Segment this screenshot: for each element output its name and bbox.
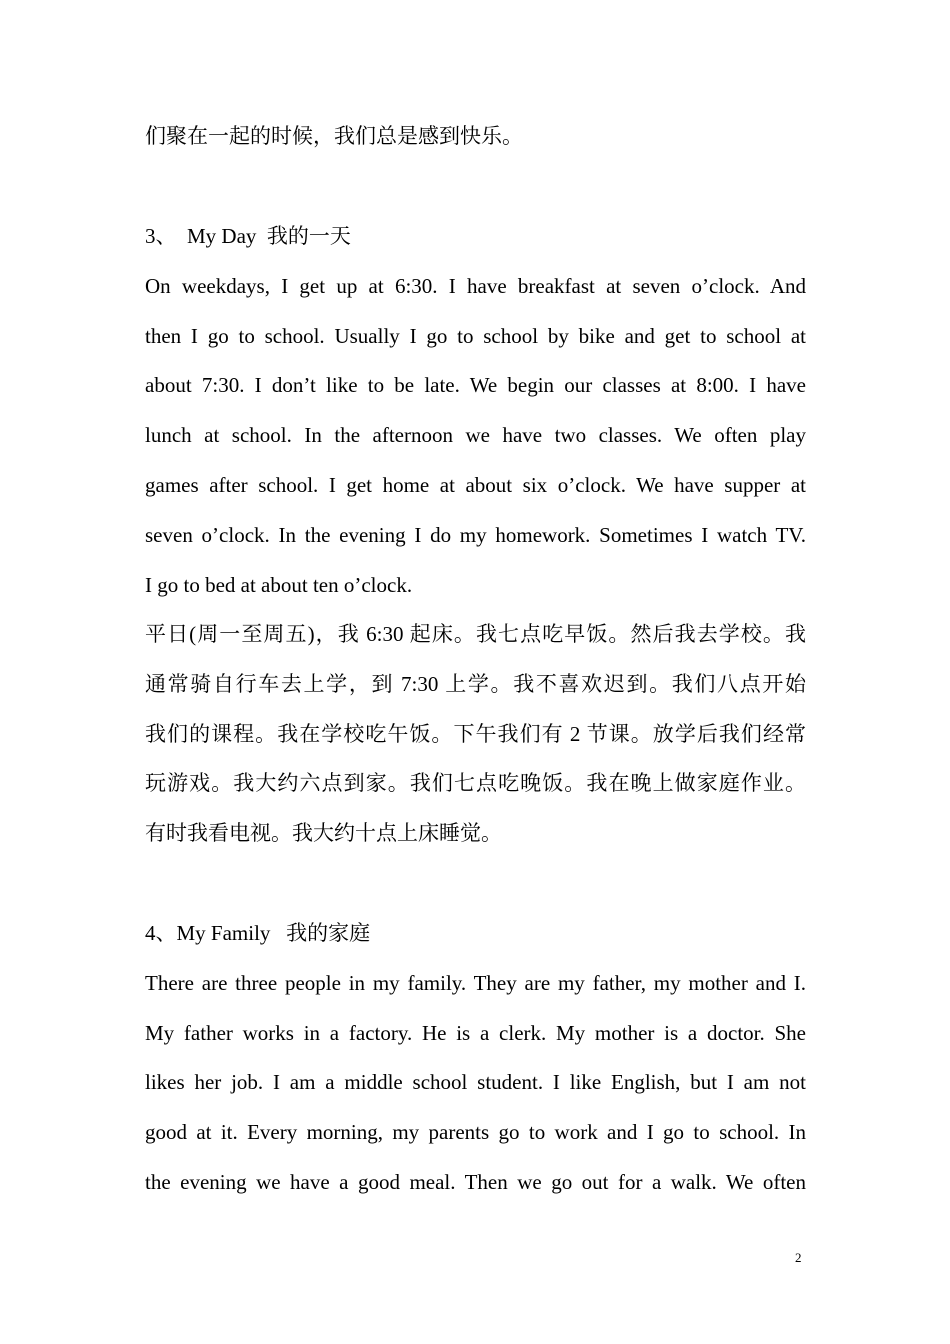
section-3-english-line-3: about 7:30. I don’t like to be late. We begin our classes at 8:00. I have bbox=[145, 373, 806, 397]
section-3-english-line-2: then I go to school. Usually I go to school by bike and get to school at bbox=[145, 324, 806, 348]
section-4-english-line-5: the evening we have a good meal. Then we go out for a walk. We often bbox=[145, 1170, 806, 1194]
section-4-english-line-4: good at it. Every morning, my parents go to work and I go to school. In bbox=[145, 1120, 806, 1144]
section-3-english-line-4: lunch at school. In the afternoon we have two classes. We often play bbox=[145, 423, 806, 447]
section-3-english-line-1: On weekdays, I get up at 6:30. I have breakfast at seven o’clock. And bbox=[145, 274, 806, 298]
section-4-english-line-3: likes her job. I am a middle school student. I like English, but I am not bbox=[145, 1070, 806, 1094]
section-3-chinese-line-3: 我们的课程。我在学校吃午饭。下午我们有 2 节课。放学后我们经常 bbox=[145, 722, 806, 746]
section-3-heading: 3、 My Day 我的一天 bbox=[145, 224, 351, 248]
section-3-chinese-line-5: 有时我看电视。我大约十点上床睡觉。 bbox=[145, 821, 502, 845]
section-4-heading: 4、My Family 我的家庭 bbox=[145, 921, 371, 945]
section-3-english-line-6: seven o’clock. In the evening I do my homework. Sometimes I watch TV. bbox=[145, 523, 806, 547]
section-3-chinese-line-1: 平日(周一至周五)，我 6:30 起床。我七点吃早饭。然后我去学校。我 bbox=[145, 622, 806, 646]
section-3-chinese-line-2: 通常骑自行车去上学，到 7:30 上学。我不喜欢迟到。我们八点开始 bbox=[145, 672, 806, 696]
paragraph-continuation: 们聚在一起的时候，我们总是感到快乐。 bbox=[145, 124, 523, 148]
section-3-english-line-7: I go to bed at about ten o’clock. bbox=[145, 573, 413, 597]
section-3-chinese-line-4: 玩游戏。我大约六点到家。我们七点吃晚饭。我在晚上做家庭作业。 bbox=[145, 771, 806, 795]
section-4-english-line-2: My father works in a factory. He is a clerk. My mother is a doctor. She bbox=[145, 1021, 806, 1045]
section-3-english-line-5: games after school. I get home at about six o’clock. We have supper at bbox=[145, 473, 806, 497]
page-number: 2 bbox=[795, 1250, 802, 1265]
section-4-english-line-1: There are three people in my family. They are my father, my mother and I. bbox=[145, 971, 806, 995]
